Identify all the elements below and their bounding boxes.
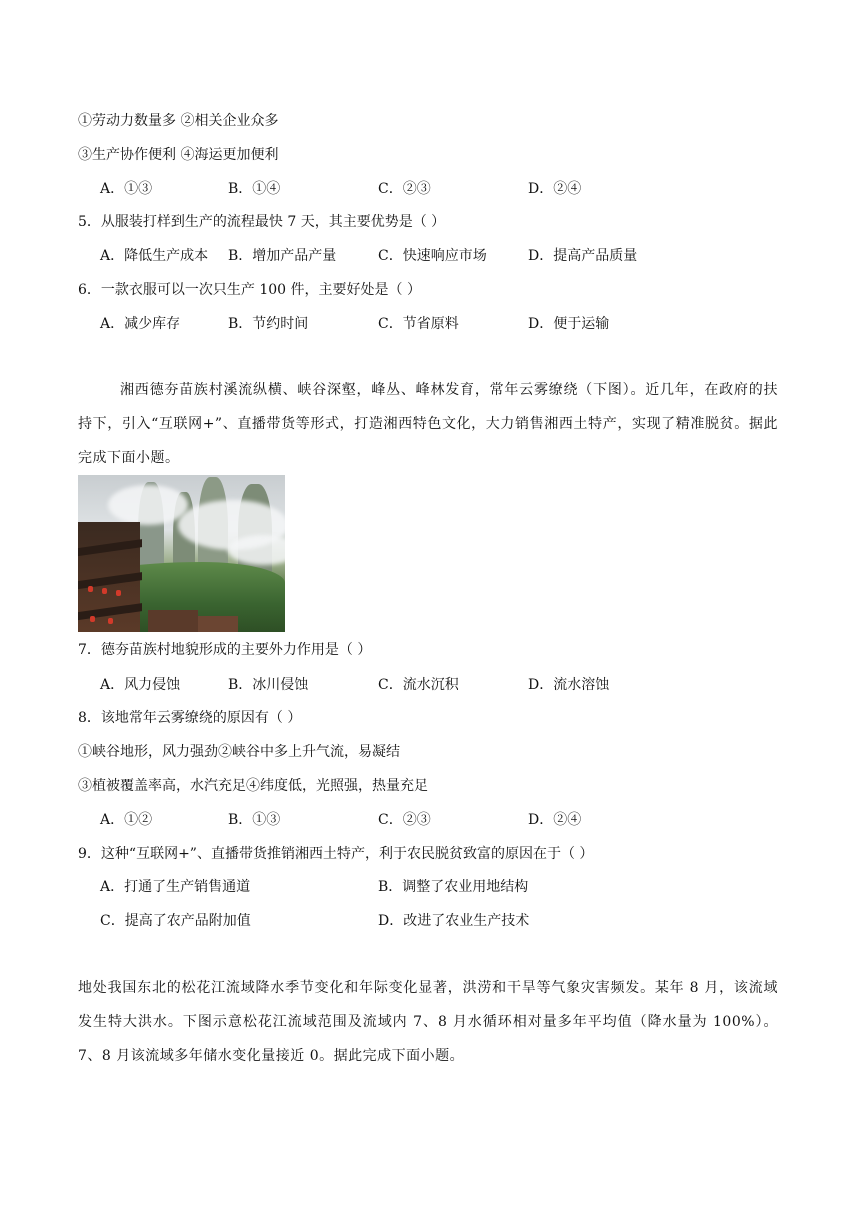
wooden-building-shape <box>78 522 140 632</box>
q8-statement-line-2: ③植被覆盖率高，水汽充足④纬度低，光照强，热量充足 <box>78 778 428 794</box>
q8-option-c[interactable]: C．②③ <box>378 812 431 828</box>
q7-option-b[interactable]: B．冰川侵蚀 <box>228 677 309 693</box>
q8-option-b[interactable]: B．①③ <box>228 812 281 828</box>
q4-option-b[interactable]: B．①④ <box>228 181 281 197</box>
house-shape <box>148 610 198 632</box>
cloud-shape <box>108 485 188 525</box>
q7-option-a[interactable]: A．风力侵蚀 <box>100 677 181 693</box>
q4-statement-line-2: ③生产协作便利 ④海运更加便利 <box>78 147 279 163</box>
roof-shape <box>78 539 142 557</box>
q6-option-d[interactable]: D．便于运输 <box>528 316 610 332</box>
lantern-shape <box>108 618 113 624</box>
passage-songhua-river: 地处我国东北的松花江流域降水季节变化和年际变化显著，洪涝和干旱等气象灾害频发。某年 8 月，该流域发生特大洪水。下图示意松花江流域范围及流域内 7、8 月水循环相对量多年平均值（降水量为 100%）。7、8 月该流域多年储水变化量接近 0。据此完成下面小题。 <box>78 980 778 1064</box>
q8-stem: 8．该地常年云雾缭绕的原因有（ ） <box>78 710 302 726</box>
lantern-shape <box>88 586 93 592</box>
q9-option-b[interactable]: B．调整了农业用地结构 <box>378 879 529 895</box>
cloud-shape <box>228 535 285 565</box>
q8-statement-line-1: ①峡谷地形，风力强劲②峡谷中多上升气流，易凝结 <box>78 744 400 760</box>
q5-stem: 5．从服装打样到生产的流程最快 7 天，其主要优势是（ ） <box>78 214 446 230</box>
q4-option-c[interactable]: C．②③ <box>378 181 431 197</box>
passage-xiangxi: 湘西德夯苗族村溪流纵横、峡谷深壑，峰丛、峰林发育，常年云雾缭绕（下图）。近几年，在政府的扶持下，引入“互联网+”、直播带货等形式，打造湘西特色文化，大力销售湘西土特产，实现了精准脱贫。据此完成下面小题。 <box>78 382 778 466</box>
q9-stem: 9．这种“互联网+”、直播带货推销湘西土特产，利于农民脱贫致富的原因在于（ ） <box>78 846 594 862</box>
q6-option-c[interactable]: C．节省原料 <box>378 316 459 332</box>
dehang-village-photo <box>78 475 285 632</box>
q7-stem: 7．德夯苗族村地貌形成的主要外力作用是（ ） <box>78 642 372 658</box>
q4-option-a[interactable]: A．①③ <box>100 181 153 197</box>
lantern-shape <box>116 590 121 596</box>
q6-option-a[interactable]: A．减少库存 <box>100 316 181 332</box>
q6-stem: 6．一款衣服可以一次只生产 100 件，主要好处是（ ） <box>78 282 421 298</box>
lantern-shape <box>90 616 95 622</box>
q6-option-b[interactable]: B．节约时间 <box>228 316 309 332</box>
q7-option-c[interactable]: C．流水沉积 <box>378 677 459 693</box>
q5-option-d[interactable]: D．提高产品质量 <box>528 248 638 264</box>
q4-statement-line-1: ①劳动力数量多 ②相关企业众多 <box>78 113 279 129</box>
q7-option-d[interactable]: D．流水溶蚀 <box>528 677 610 693</box>
q4-option-d[interactable]: D．②④ <box>528 181 582 197</box>
q8-option-d[interactable]: D．②④ <box>528 812 582 828</box>
lantern-shape <box>102 588 107 594</box>
q5-option-a[interactable]: A．降低生产成本 <box>100 248 209 264</box>
q5-option-c[interactable]: C．快速响应市场 <box>378 248 487 264</box>
q8-option-a[interactable]: A．①② <box>100 812 153 828</box>
q5-option-b[interactable]: B．增加产品产量 <box>228 248 337 264</box>
q9-option-a[interactable]: A．打通了生产销售通道 <box>100 879 251 895</box>
q9-option-c[interactable]: C．提高了农产品附加值 <box>100 913 251 929</box>
q9-option-d[interactable]: D．改进了农业生产技术 <box>378 913 530 929</box>
house-shape <box>198 616 238 632</box>
